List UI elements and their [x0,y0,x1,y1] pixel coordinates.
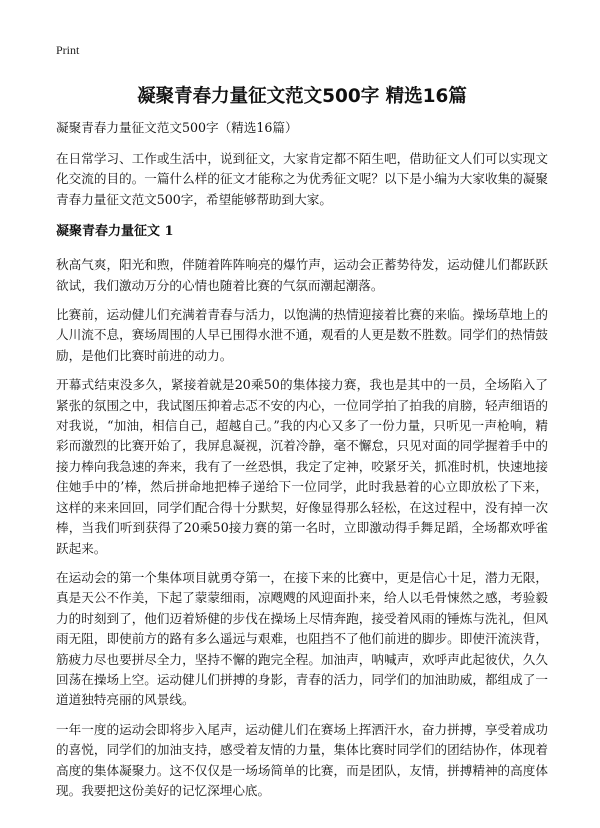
print-link[interactable]: Print [56,43,80,57]
body-paragraph-4: 在运动会的第一个集体项目就勇夺第一，在接下来的比赛中，更是信心十足，潜力无限，真是天公不作美，下起了蒙蒙细雨，凉飕飕的风迎面扑来，给人以毛骨悚然之感，考验毅力的时刻到了，他们迈着矫健的步伐在操场上尽情奔跑，接受着风雨的锤炼与洗礼，但风雨无阻，即使前方的路有多么遥远与艰难，也阻挡不了他们前进的脚步。即使汗流浃背，筋疲力尽也要拼尽全力，坚持不懈的跑完全程。加油声，呐喊声，欢呼声此起彼伏，久久回荡在操场上空。运动健儿们拼搏的身影，青春的活力，同学们的加油助威，都组成了一道道独特亮丽的风景线。 [56,569,548,708]
body-paragraph-1: 秋高气爽，阳光和煦，伴随着阵阵响亮的爆竹声，运动会正蓄势待发，运动健儿们都跃跃欲试，我们激动万分的心情也随着比赛的气氛而潮起潮落。 [56,257,548,293]
intro-paragraph: 在日常学习、工作或生活中，说到征文，大家肯定都不陌生吧，借助征文人们可以实现文化交流的目的。一篇什么样的征文才能称之为优秀征文呢？以下是小编为大家收集的凝聚青春力量征文范文500字，希望能够帮助到大家。 [56,151,548,207]
body-paragraph-5: 一年一度的运动会即将步入尾声，运动健儿们在赛场上挥洒汗水，奋力拼搏，享受着成功的喜悦，同学们的加油支持，感受着友情的力量，集体比赛时同学们的团结协作，体现着高度的集体凝聚力。这不仅仅是一场场简单的比赛，而是团队，友情，拼搏精神的高度体现。我要把这份美好的记忆深埋心底。 [56,721,548,798]
body-paragraph-3: 开幕式结束没多久，紧接着就是20乘50的集体接力赛，我也是其中的一员，全场陷入了紧张的氛围之中，我试图压抑着忐忑不安的内心，一位同学拍了拍我的肩膀，轻声细语的对我说，“加油，相信自己，超越自己。”我的内心又多了一份力量，只听见一声枪响，精彩而激烈的比赛开始了，我屏息凝视，沉着冷静，毫不懈怠，只见对面的同学握着手中的接力棒向我急速的奔来，我有了一丝恐惧，我定了定神，咬紧牙关，抓准时机，快速地接住她手中的’棒，然后拼命地把棒子递给下一位同学，此时我悬着的心立即放松了下来，这样的来来回回，同学们配合得十分默契，好像显得那么轻松，在这过程中，没有掉一次棒，当我们听到获得了20乘50接力赛的第一名时，立即激动得手舞足蹈，全场都欢呼雀跃起来。 [56,377,548,556]
document-subtitle: 凝聚青春力量征文范文500字（精选16篇） [56,120,298,135]
section-heading: 凝聚青春力量征文 1 [56,224,174,240]
body-paragraph-2: 比赛前，运动健儿们充满着青春与活力，以饱满的热情迎接着比赛的来临。操场草地上的人川流不息，赛场周围的人早已围得水泄不通，观看的人更是数不胜数。同学们的热情鼓励，是他们比赛时前进的动力。 [56,307,548,363]
page-title: 凝聚青春力量征文范文500字 精选16篇 [137,86,467,107]
